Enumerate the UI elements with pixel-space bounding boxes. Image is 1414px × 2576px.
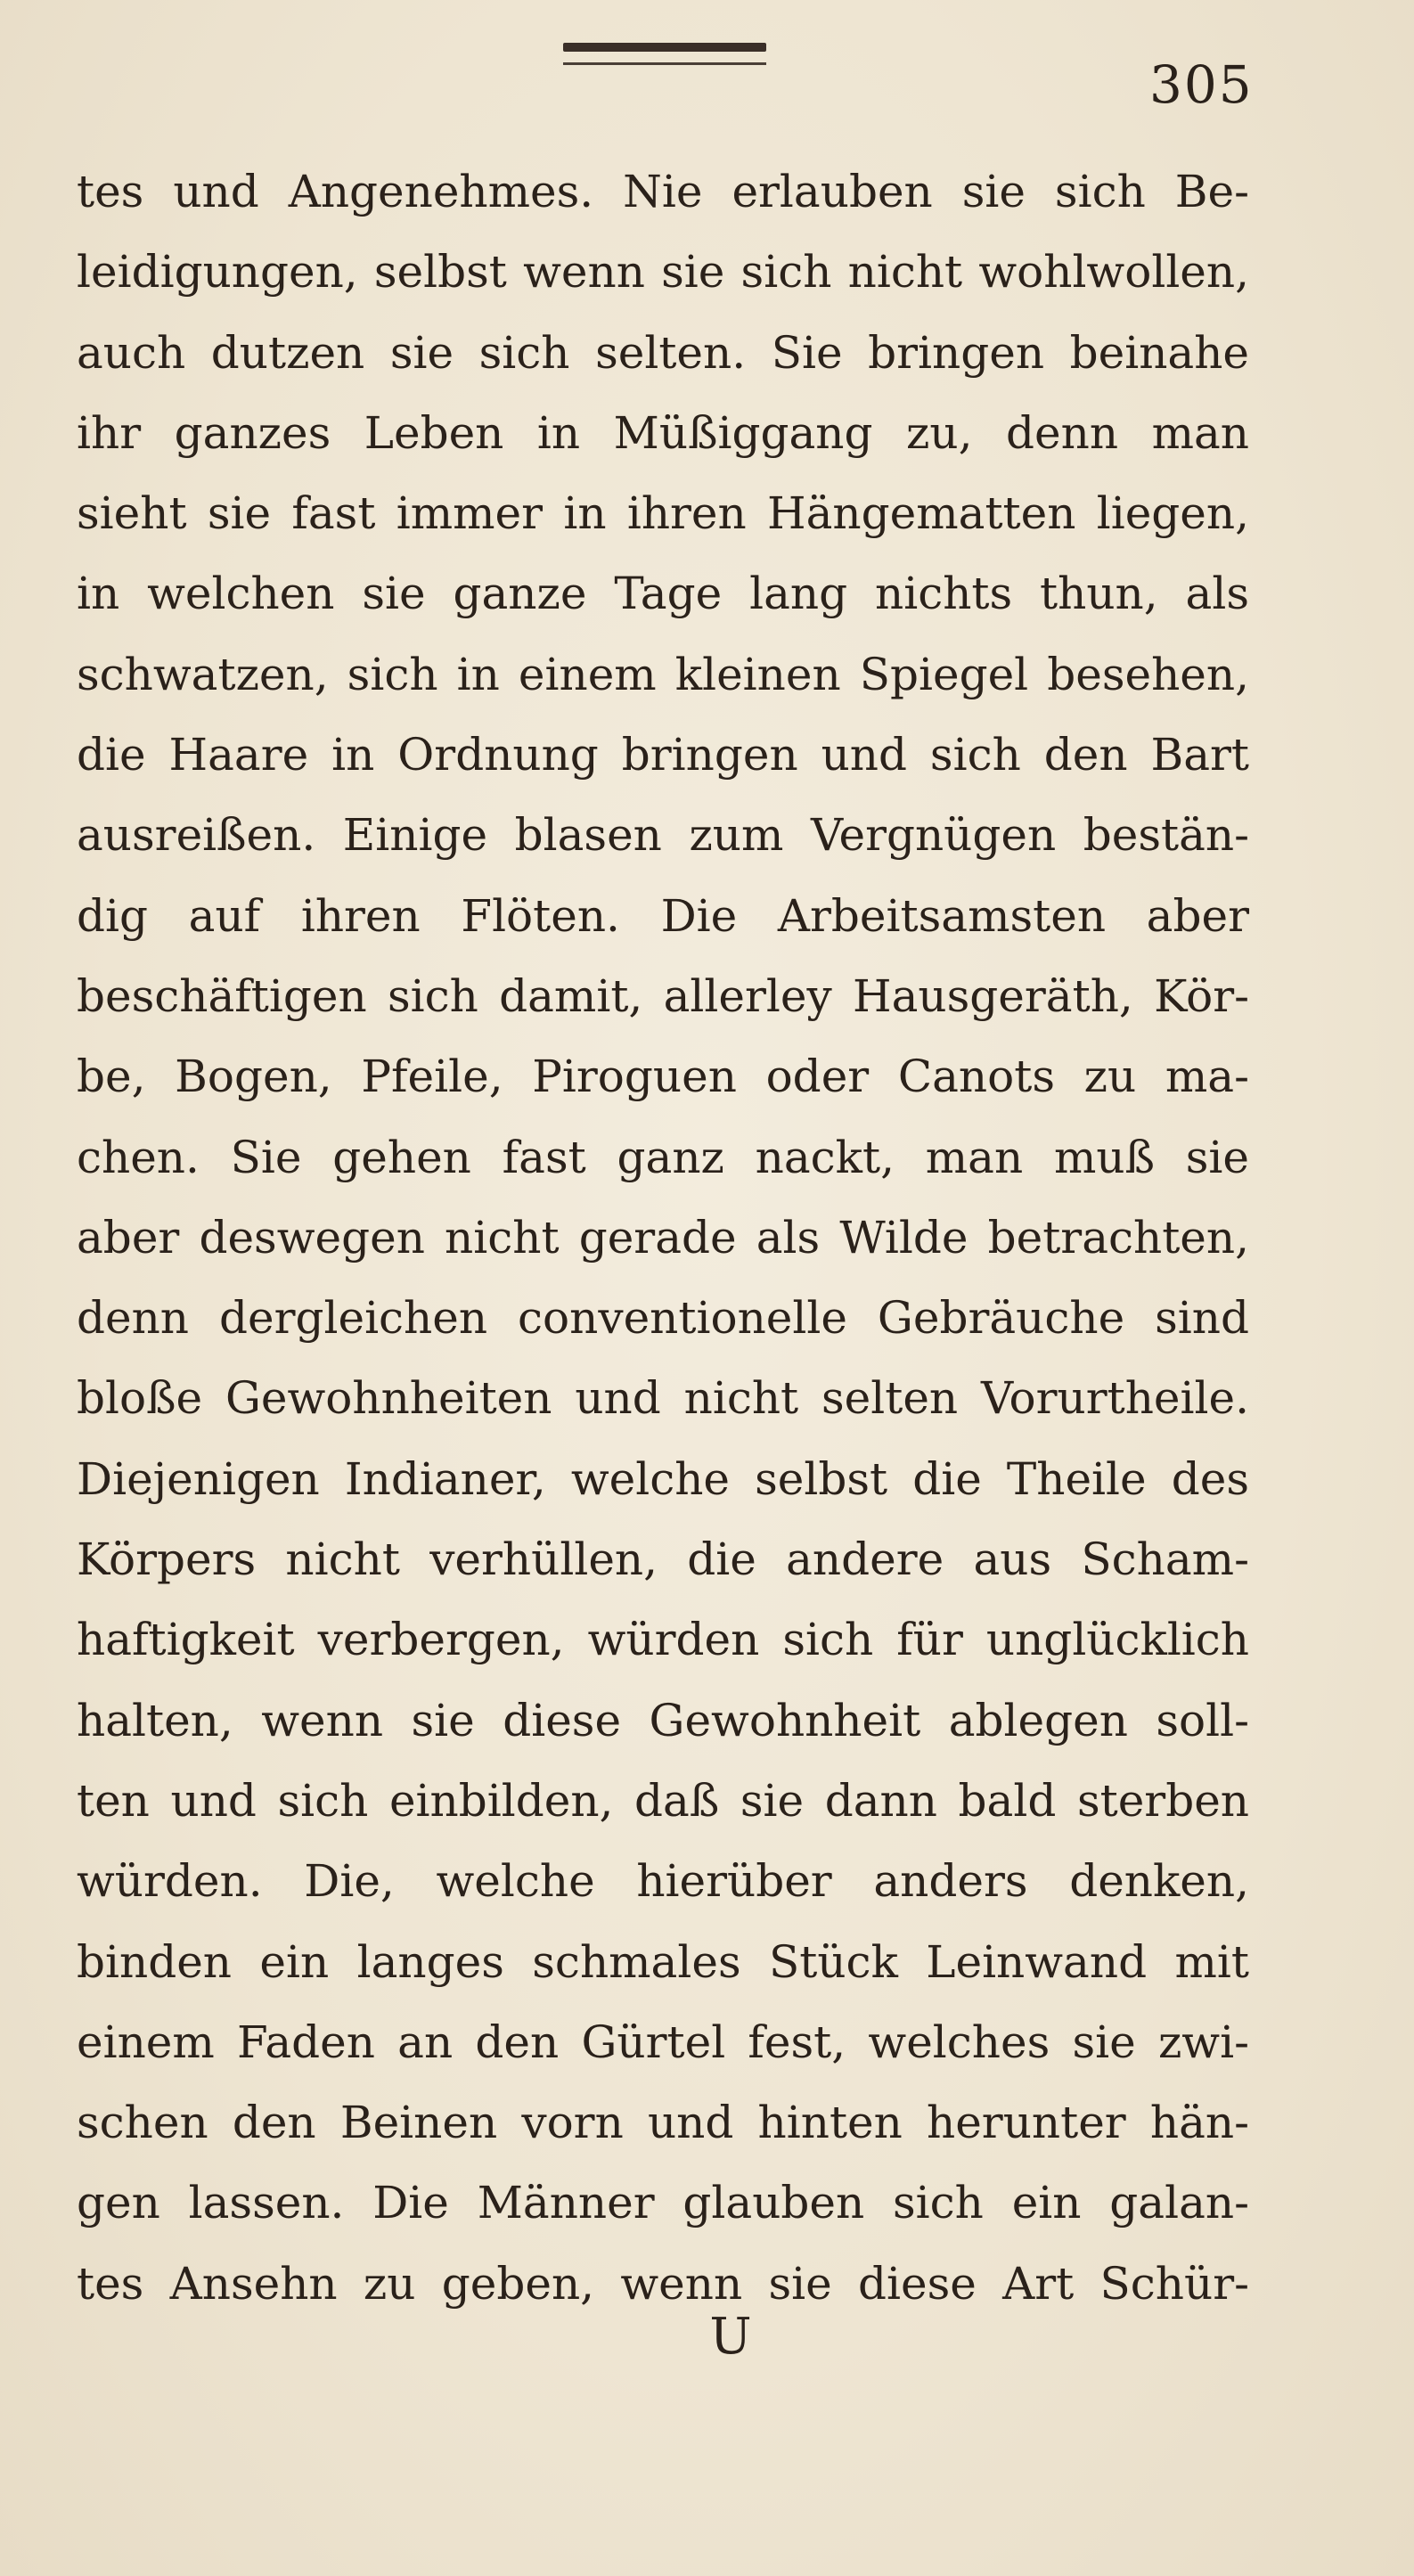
text-line: Diejenigen Indianer, welche selbst die Theile des	[77, 1452, 1249, 1505]
text-line: auch dutzen sie sich selten. Sie bringen beinahe	[77, 326, 1249, 379]
signature-mark: U	[709, 2308, 752, 2366]
text-line: denn dergleichen conventionelle Gebräuche sind	[77, 1292, 1249, 1345]
text-line: halten, wenn sie diese Gewohnheit ablegen soll-	[77, 1694, 1249, 1746]
text-line: in welchen sie ganze Tage lang nichts thun, als	[77, 568, 1249, 620]
text-line: ihr ganzes Leben in Müßiggang zu, denn man	[77, 406, 1249, 459]
text-line: schen den Beinen vorn und hinten herunter hän-	[77, 2097, 1249, 2149]
text-line: gen lassen. Die Männer glauben sich ein galan-	[77, 2177, 1249, 2229]
text-line: einem Faden an den Gürtel fest, welches sie zwi-	[77, 2016, 1249, 2068]
text-line: bloße Gewohnheiten und nicht selten Vorurtheile.	[77, 1372, 1249, 1425]
text-line: die Haare in Ordnung bringen und sich den Bart	[77, 729, 1249, 781]
text-line: schwatzen, sich in einem kleinen Spiegel besehen,	[77, 648, 1249, 700]
text-line: haftigkeit verbergen, würden sich für unglücklich	[77, 1614, 1249, 1666]
text-line: tes und Angenehmes. Nie erlauben sie sich Be-	[77, 166, 1249, 217]
text-line: binden ein langes schmales Stück Leinwand mit	[77, 1935, 1249, 1988]
text-line: aber deswegen nicht gerade als Wilde betrachten,	[77, 1211, 1249, 1263]
text-line: ausreißen. Einige blasen zum Vergnügen bestän-	[77, 809, 1249, 862]
text-line: be, Bogen, Pfeile, Piroguen oder Canots zu ma-	[77, 1051, 1249, 1103]
text-line: tes Ansehn zu geben, wenn sie diese Art Schür-	[77, 2257, 1249, 2310]
text-line: Körpers nicht verhüllen, die andere aus Scham-	[77, 1533, 1249, 1586]
text-line: dig auf ihren Flöten. Die Arbeitsamsten aber	[77, 889, 1249, 942]
text-line: ten und sich einbilden, daß sie dann bald sterben	[77, 1774, 1249, 1827]
ornament-rule	[563, 62, 766, 65]
text-line: würden. Die, welche hierüber anders denken,	[77, 1855, 1249, 1908]
text-line: chen. Sie gehen fast ganz nackt, man muß sie	[77, 1131, 1249, 1183]
text-line: sieht sie fast immer in ihren Hängematten liegen,	[77, 487, 1249, 540]
ornament-bar	[563, 43, 766, 52]
body-text	[77, 151, 1249, 2324]
page-number: 305	[1149, 54, 1254, 115]
header-ornament	[563, 43, 766, 70]
text-line: leidigungen, selbst wenn sie sich nicht wohlwollen,	[77, 246, 1249, 298]
text-line: beschäftigen sich damit, allerley Hausgeräth, Kör-	[77, 969, 1249, 1022]
